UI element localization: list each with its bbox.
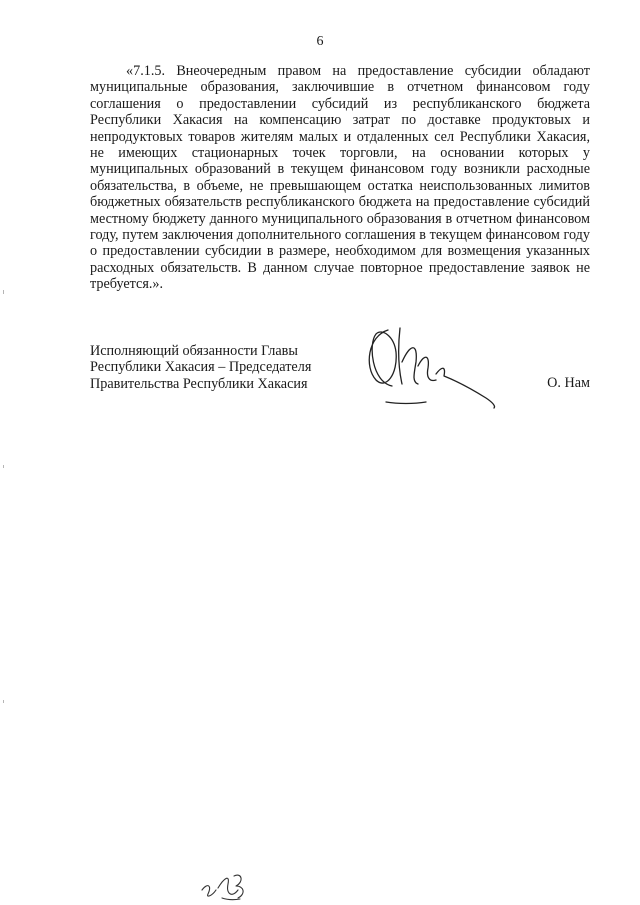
scan-artifact bbox=[3, 290, 4, 294]
page-number: 6 bbox=[316, 34, 324, 49]
position-line-1: Исполняющий обязанности Главы bbox=[90, 343, 298, 359]
scan-artifact bbox=[3, 700, 4, 703]
position-line-2: Республики Хакасия – Председателя bbox=[90, 359, 312, 376]
handwritten-signature bbox=[358, 322, 508, 412]
handwritten-initials bbox=[198, 868, 253, 902]
signatory-position bbox=[90, 343, 311, 392]
body-paragraph: «7.1.5. Внеочередным правом на предоставление субсидии обладают муниципальные образования, заключившие в отчетном финансовом году соглашения о предоставлении субсидий из республиканского бюджета Республики Хакасия на компенсацию затрат по доставке продуктовых и непродуктовых товаров жителям малых и отдаленных сел Республики Хакасия, не имеющих стационарных точек торговли, на основании которых у муниципальных образований в текущем финансовом году возникли расходные обязательства, в объеме, не превышающем остатка неиспользованных лимитов бюджетных обязательств республиканского бюджета на предоставление субсидий местному бюджету данного муниципального образования в отчетном финансовом году, путем заключения дополнительного соглашения в текущем финансовом году о предоставлении субсидии в размере, необходимом для возмещения указанных расходных обязательств. В данном случае повторное предоставление заявок не требуется.». bbox=[90, 63, 590, 293]
signer-name: О. Нам bbox=[547, 375, 590, 391]
scan-artifact bbox=[3, 465, 4, 468]
position-line-3: Правительства Республики Хакасия bbox=[90, 375, 308, 392]
